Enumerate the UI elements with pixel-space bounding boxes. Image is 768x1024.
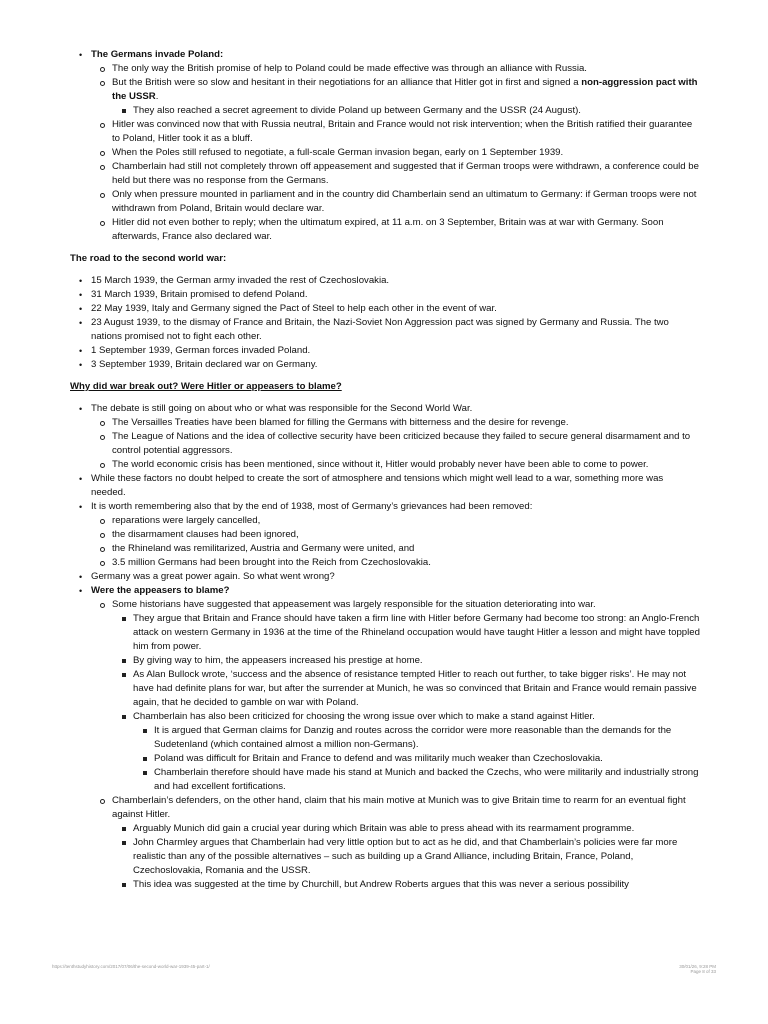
list-item [91,76,700,118]
list-item: When the Poles still refused to negotiate, a full-scale German invasion began, early on 1 September 1939. [91,146,700,160]
list-item: The Versailles Treaties have been blamed for filling the Germans with bitterness and the desire for revenge. [91,416,700,430]
list-item: This idea was suggested at the time by Churchill, but Andrew Roberts argues that this was never a serious possibility [112,878,700,892]
document-body [70,48,700,892]
list-item: They argue that Britain and France should have taken a firm line with Hitler before Germany had become too strong: an Anglo-French attack on western Germany in 1936 at the time of the Rhineland occupation would have taught Hitler a lesson and might have toppled him from power. [112,612,700,654]
list-item-text: It is worth remembering also that by the end of 1938, most of Germany’s grievances had been removed: [91,501,533,512]
list-item: Hitler was convinced now that with Russia neutral, Britain and France would not risk intervention; when the British ratified their guarantee to Poland, Hitler took it as a bluff. [91,118,700,146]
list-item-text: . [155,91,159,102]
sub-sub-list [112,104,700,118]
list-item: Hitler did not even bother to reply; when the ultimatum expired, at 11 a.m. on 3 September, Britain was at war with Germany. Soon afterwards, France also declared war. [91,216,700,244]
list-item-text: Chamberlain’s defenders, on the other hand, claim that his main motive at Munich was to give Britain time to rearm for an eventual fight against Hitler. [112,795,686,820]
sub-sub-list [112,612,700,794]
list-item: Poland was difficult for Britain and France to defend and was militarily much weaker than Czechoslovakia. [133,752,700,766]
list-item: As Alan Bullock wrote, ‘success and the absence of resistance tempted Hitler to reach out further, to take bigger risks’. He may not have had definite plans for war, but after the surrender at Munich, he was so convinced that Britain and France would remain passive again, that he decided to gamble on war with Poland. [112,668,700,710]
list-item: • 15 March 1939, the German army invaded the rest of Czechoslovakia. [70,274,700,288]
footer-page-number: Page 8 of 33 [690,969,716,974]
list-item: The world economic crisis has been mentioned, since without it, Hitler would probably never have been able to come to power. [91,458,700,472]
footer-meta [679,964,716,974]
list-item [70,500,700,570]
list-item: Only when pressure mounted in parliament and in the country did Chamberlain send an ultimatum to Germany: if German troops were not withdrawn from Poland, Britain would declare war. [91,188,700,216]
list-item: Arguably Munich did gain a crucial year during which Britain was able to press ahead with its rearmament programme. [112,822,700,836]
list-item: • 3 September 1939, Britain declared war on Germany. [70,358,700,372]
sub-list [91,598,700,892]
sub-sub-list [112,822,700,892]
list-item: the Rhineland was remilitarized, Austria and Germany were united, and [91,542,700,556]
timeline-list [70,274,700,372]
subsection-heading: Were the appeasers to blame? [91,585,230,596]
list-item: Chamberlain therefore should have made his stand at Munich and backed the Czechs, who were militarily and industrially strong and had excellent fortifications. [133,766,700,794]
bold-term: non-aggression pact with the USSR [112,77,698,102]
footer-date: 30/01/26, 9:28 PM [679,964,716,969]
list-item: • 1 September 1939, German forces invaded Poland. [70,344,700,358]
list-item: the disarmament clauses had been ignored, [91,528,700,542]
causes-list [70,402,700,892]
list-item-text: Chamberlain has also been criticized for choosing the wrong issue over which to make a stand against Hitler. [133,711,595,722]
list-item [112,710,700,794]
list-item [91,794,700,892]
footer-url[interactable]: https://tenthstudyhistory.com/2017/07/06/the-second-world-war-1939-45-part-1/ [52,964,210,969]
list-item [70,584,700,892]
list-item: The only way the British promise of help to Poland could be made effective was through an alliance with Russia. [91,62,700,76]
sub-list [91,514,700,570]
list-item: • While these factors no doubt helped to create the sort of atmosphere and tensions which might well lead to a war, something more was needed. [70,472,700,500]
list-item: Chamberlain had still not completely thrown off appeasement and suggested that if German troops were withdrawn, a conference could be held but there was no response from the Germans. [91,160,700,188]
list-item [70,48,700,244]
list-item-text: But the British were so slow and hesitant in their negotiations for an alliance that Hitler got in first and signed a [112,77,582,88]
section-heading: The road to the second world war: [70,253,227,264]
section-heading: Why did war break out? Were Hitler or appeasers to blame? [70,381,342,392]
sub-list [91,416,700,472]
sub-sub-sub-list [133,724,700,794]
list-item: The League of Nations and the idea of collective security have been criticized because they failed to secure general disarmament and to control potential aggressors. [91,430,700,458]
list-item: By giving way to him, the appeasers increased his prestige at home. [112,654,700,668]
list-item [70,402,700,472]
list-item: It is argued that German claims for Danzig and routes across the corridor were more reasonable than the demands for the Sudetenland (which contained almost a million non-Germans). [133,724,700,752]
list-item: • 23 August 1939, to the dismay of France and Britain, the Nazi-Soviet Non Aggression pact was signed by Germany and Russia. The two nations promised not to fight each other. [70,316,700,344]
list-item: 3.5 million Germans had been brought into the Reich from Czechoslovakia. [91,556,700,570]
list-item: reparations were largely cancelled, [91,514,700,528]
list-item [91,598,700,794]
list-item-text: Some historians have suggested that appeasement was largely responsible for the situation deteriorating into war. [112,599,596,610]
list-item: • 22 May 1939, Italy and Germany signed the Pact of Steel to help each other in the event of war. [70,302,700,316]
section-heading: The Germans invade Poland: [91,49,224,60]
sub-list [91,62,700,244]
list-item-text: The debate is still going on about who or what was responsible for the Second World War. [91,403,473,414]
list-item: John Charmley argues that Chamberlain had very little option but to act as he did, and that Chamberlain’s policies were far more realistic than any of the possible alternatives – such as building up a Grand Alliance, including Britain, France, Poland, Czechoslovakia, Romania and the USSR. [112,836,700,878]
list-item: • 31 March 1939, Britain promised to defend Poland. [70,288,700,302]
list-item: They also reached a secret agreement to divide Poland up between Germany and the USSR (24 August). [112,104,700,118]
invasion-list [70,48,700,244]
list-item: • Germany was a great power again. So what went wrong? [70,570,700,584]
